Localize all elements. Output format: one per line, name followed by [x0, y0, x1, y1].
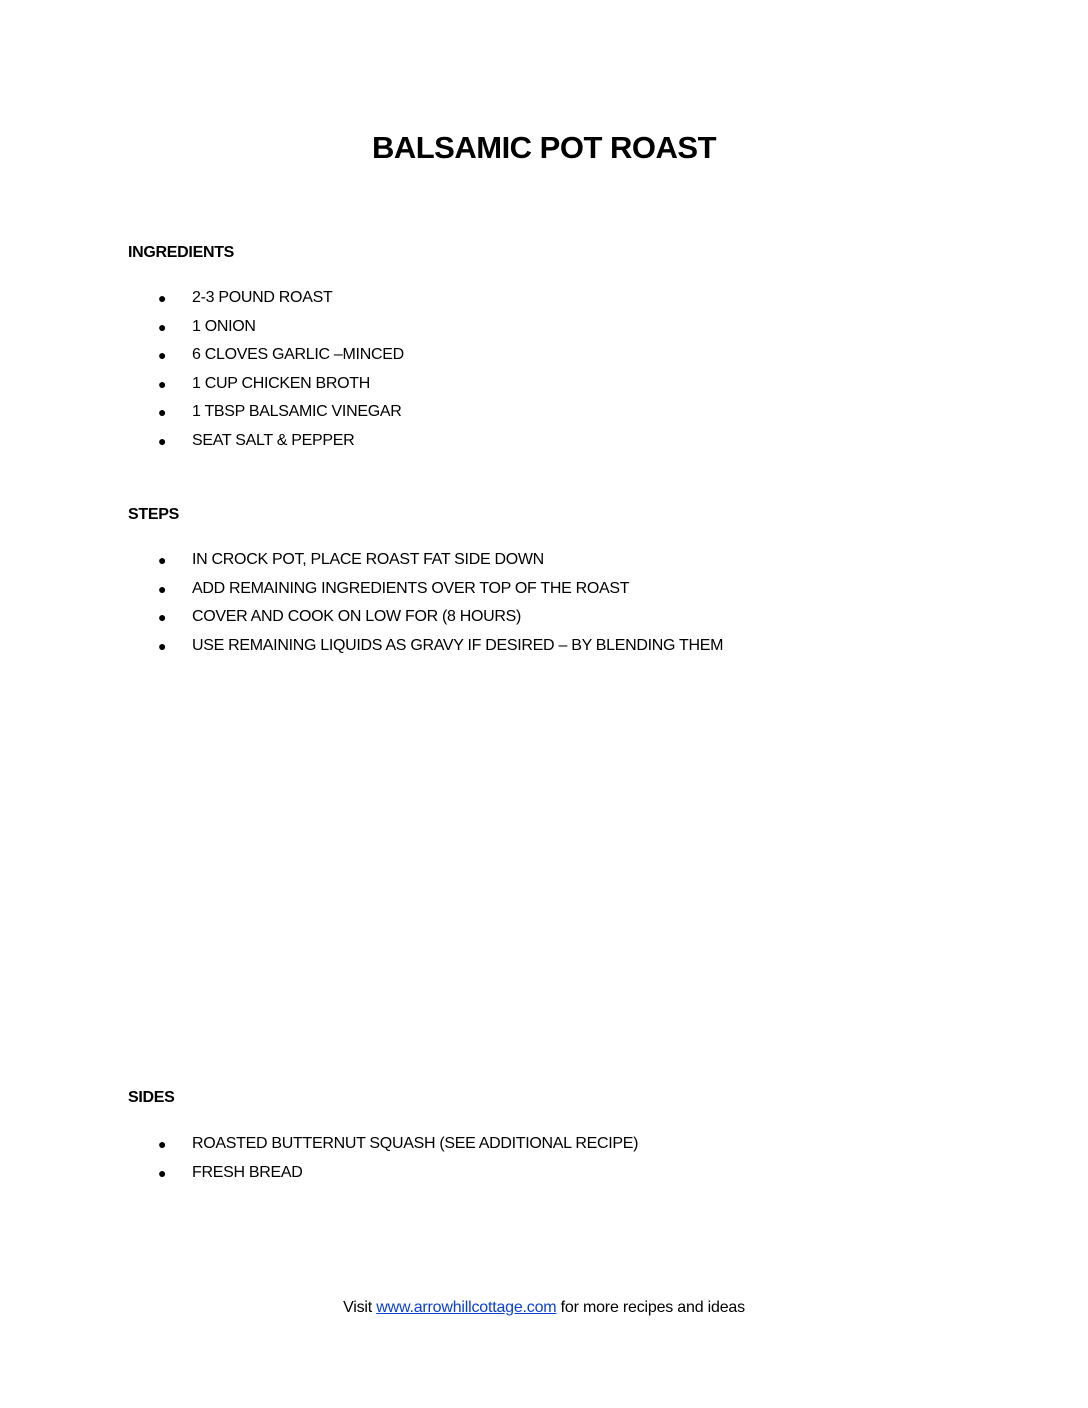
bullet-icon: ● [158, 404, 167, 421]
steps-heading: STEPS [128, 506, 179, 523]
ingredient-text: 6 CLOVES GARLIC –MINCED [192, 346, 404, 364]
ingredient-text: SEAT SALT & PEPPER [192, 431, 355, 449]
website-link[interactable]: www.arrowhillcottage.com [376, 1299, 557, 1316]
side-text: FRESH BREAD [192, 1163, 303, 1181]
bullet-icon: ● [158, 318, 167, 335]
footer-suffix: for more recipes and ideas [556, 1299, 745, 1316]
step-text: ADD REMAINING INGREDIENTS OVER TOP OF THE ROAST [192, 579, 630, 597]
ingredients-heading: INGREDIENTS [128, 244, 235, 261]
page-title: BALSAMIC POT ROAST [371, 130, 717, 165]
bullet-icon: ● [158, 347, 167, 364]
bullet-icon: ● [158, 375, 167, 392]
side-text: ROASTED BUTTERNUT SQUASH (SEE ADDITIONAL RECIPE) [192, 1135, 639, 1152]
footer [0, 1298, 1088, 1318]
bullet-icon: ● [158, 609, 167, 626]
sides-heading: SIDES [128, 1089, 175, 1106]
bullet-icon: ● [158, 290, 167, 306]
step-text: USE REMAINING LIQUIDS AS GRAVY IF DESIRED – BY BLENDING THEM [192, 636, 724, 654]
step-text: COVER AND COOK ON LOW FOR (8 HOURS) [192, 608, 522, 626]
bullet-icon: ● [158, 552, 167, 568]
bullet-icon: ● [158, 637, 167, 654]
ingredient-text: 1 TBSP BALSAMIC VINEGAR [192, 403, 402, 421]
step-text: IN CROCK POT, PLACE ROAST FAT SIDE DOWN [192, 551, 544, 568]
ingredient-text: 2-3 POUND ROAST [192, 289, 333, 306]
bullet-icon: ● [158, 1136, 167, 1152]
ingredient-text: 1 ONION [192, 317, 256, 335]
bullet-icon: ● [158, 432, 167, 449]
bullet-icon: ● [158, 580, 167, 597]
footer-prefix: Visit [343, 1299, 377, 1316]
ingredient-text: 1 CUP CHICKEN BROTH [192, 374, 371, 392]
bullet-icon: ● [158, 1164, 167, 1181]
